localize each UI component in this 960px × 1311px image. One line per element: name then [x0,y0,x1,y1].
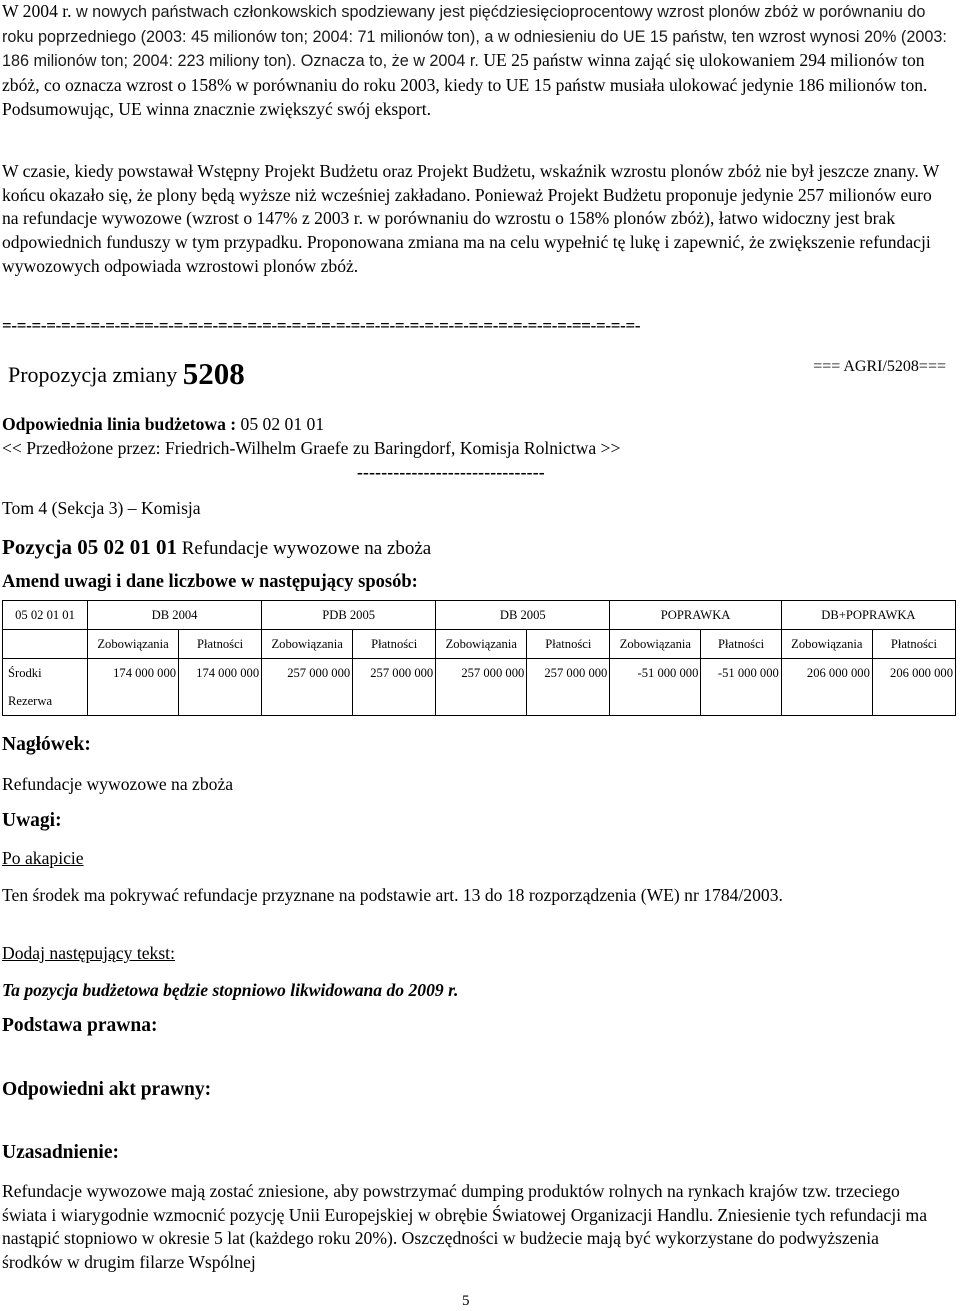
proposal-title-prefix: Propozycja zmiany [8,362,178,387]
add-text-label: Dodaj następujący tekst: [2,943,175,963]
proposal-reference: === AGRI/5208=== [813,358,946,375]
heading-label: Nagłówek: [2,734,91,755]
table-subheader: Zobowiązania [88,630,179,659]
budget-line-label: Odpowiednia linia budżetowa : [2,414,237,434]
table-subheader: Płatności [872,630,955,659]
justification-label: Uzasadnienie: [2,1142,119,1163]
position [2,535,431,560]
table-subheader: Zobowiązania [781,630,872,659]
table-empty-cell [3,630,88,659]
remarks-label: Uwagi: [2,810,62,831]
table-group-header: DB 2005 [436,601,610,630]
row-label-srodki: Środki [8,666,42,680]
separator-line: =-=-=-=-=-=-=-=-=-==-=-=-=-=-=-=-=-=-=-=-=-=-=-=-=-=-=-=-=-=-=-=-=-=-=-=-=-=-==-=-=-=- [2,316,641,335]
table-cell [527,659,610,716]
tome-section: Tom 4 (Sekcja 3) – Komisja [2,498,201,518]
dash-separator: ------------------------------- [357,462,545,482]
intro-sans-text: w nowych państwach członkowskich spodziewany jest pięćdziesięcioprocentowy wzrost plonów zbóż w porównaniu do roku poprzedniego (2003: 45 milionów ton; 2004: 71 milionów ton), a w odniesieniu do UE 15 państw, ten wzrost wynosi 20% (2003: 186 milionów ton; 2004: 223 miliony ton). Oznacza to, że w 2004 r. [2,3,947,71]
page-number: 5 [462,1293,470,1309]
table-value: 206 000 000 [806,666,870,680]
table-row [3,659,956,716]
table-cell [872,659,955,716]
table-value: 257 000 000 [370,666,434,680]
table-header-row [3,601,956,630]
table-group-header: DB 2004 [88,601,262,630]
justification-text: Refundacje wywozowe mają zostać zniesione, aby powstrzymać dumping produktów rolnych na rynkach krajów tzw. trzeciego świata i wiarygodnie wzmocnić pozycję Unii Europejskiej w obrębie Światowej Organizacji Handlu. Zniesienie tych refundacji ma nastąpić stopniowo w okresie 5 lat (każdego roku 20%). Oszczędności w budżecie mają być wykorzystane do podwyższenia środków w drugim filarze Wspólnej [2,1181,928,1273]
table-subheader: Płatności [527,630,610,659]
proposal-number: 5208 [182,356,245,391]
table-subheader: Zobowiązania [436,630,527,659]
table-value: 257 000 000 [287,666,351,680]
submitted-by: << Przedłożone przez: Friedrich-Wilhelm Graefe zu Baringdorf, Komisja Rolnictwa >> [2,438,621,458]
table-value: 206 000 000 [890,666,953,680]
table-value: -51 000 000 [717,666,779,680]
table-group-header: PDB 2005 [262,601,436,630]
table-subheader: Płatności [701,630,781,659]
amend-heading: Amend uwagi i dane liczbowe w następujący sposób: [2,572,418,592]
remarks-sub: Po akapicie [2,848,84,868]
table-cell [88,659,179,716]
table-subheader: Płatności [179,630,262,659]
remarks-text: Ten środek ma pokrywać refundacje przyznane na podstawie art. 13 do 18 rozporządzenia (WE) nr 1784/2003. [2,885,783,905]
table-value: 174 000 000 [113,666,177,680]
table-cell [353,659,436,716]
table-group-header: DB+POPRAWKA [781,601,955,630]
table-value: 257 000 000 [544,666,608,680]
intro-paragraph-1 [2,0,952,122]
position-code: Pozycja 05 02 01 01 [2,535,177,559]
added-text: Ta pozycja budżetowa będzie stopniowo likwidowana do 2009 r. [2,980,459,1000]
table-cell [610,659,701,716]
table-group-header: POPRAWKA [610,601,781,630]
budget-table [2,600,956,716]
table-subheader: Zobowiązania [262,630,353,659]
row-label-rezerwa: Rezerwa [8,694,53,708]
intro-serif-text: UE 25 państw winna zająć się ulokowaniem 294 milionów ton zbóż, co oznacza wzrost o 158% w porównaniu do roku 2003, kiedy to UE 15 państw musiała ulokować jedynie 186 milionów ton. Podsumowując, UE winna znacznie zwiększyć swój eksport. [2,50,928,119]
table-value: -51 000 000 [637,666,699,680]
table-subheader-row [3,630,956,659]
table-subheader: Zobowiązania [610,630,701,659]
intro-paragraph-2: W czasie, kiedy powstawał Wstępny Projekt Budżetu oraz Projekt Budżetu, wskaźnik wzrostu plonów zbóż nie był jeszcze znany. W końcu okazało się, że plony będą wyższe niż wcześniej zakładano. Ponieważ Projekt Budżetu proponuje jedynie 257 milionów euro na refundacje wywozowe (wzrost o 147% z 2003 r. w porównaniu do wzrostu o 158% plonów zbóż), łatwo widoczny jest brak odpowiednich funduszy w tym przypadku. Proponowana zmiana ma na celu wypełnić tę lukę i zapewnić, że zwiększenie refundacji wywozowych odpowiada wzrostowi plonów zbóż. [2,161,940,276]
position-name: Refundacje wywozowe na zboża [181,538,432,559]
legal-act-label: Odpowiedni akt prawny: [2,1079,212,1100]
budget-line-value: 05 02 01 01 [240,414,325,434]
table-cell [179,659,262,716]
table-cell [701,659,781,716]
intro-lead: W 2004 r. [2,1,72,21]
table-cell [262,659,353,716]
table-cell [781,659,872,716]
budget-line [2,414,324,435]
table-subheader: Płatności [353,630,436,659]
table-line-code: 05 02 01 01 [3,601,88,630]
table-cell [436,659,527,716]
table-value: 257 000 000 [461,666,525,680]
table-value: 174 000 000 [196,666,260,680]
heading-text: Refundacje wywozowe na zboża [2,774,234,794]
legal-basis-label: Podstawa prawna: [2,1015,158,1036]
table-row-labels [3,659,88,716]
proposal-title [8,356,245,392]
